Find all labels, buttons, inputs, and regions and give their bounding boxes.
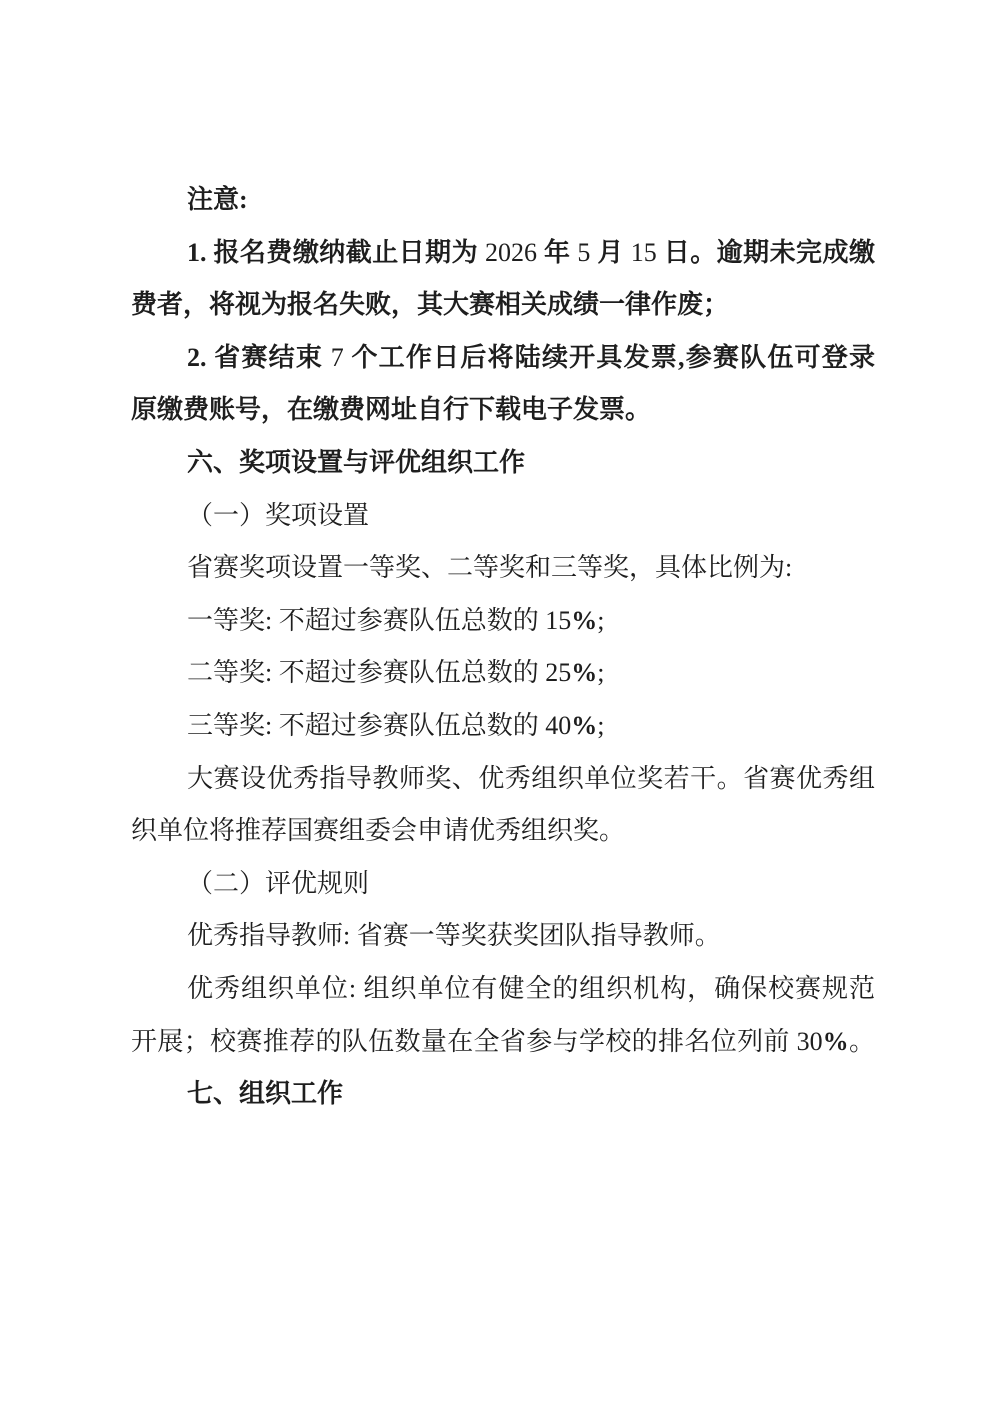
invoice-info-line-2: 原缴费账号，在缴费网址自行下载电子发票。 — [131, 395, 652, 425]
day-number: 15 — [630, 237, 657, 267]
text-segment: 个工作日后将陆续开具发票,参赛队伍可登录 — [343, 342, 875, 372]
text-segment: 二等奖: 不超过参赛队伍总数的 — [187, 658, 546, 688]
text-segment: ; — [597, 658, 605, 688]
text-segment: ; — [597, 605, 605, 635]
reg-fee-deadline-line-2: 费者，将视为报名失败，其大赛相关成绩一律作废； — [131, 290, 730, 320]
percent-sign: % — [822, 1026, 849, 1056]
ratio-number: 30 — [796, 1026, 823, 1056]
text-segment: 2. 省赛结束 — [187, 342, 331, 372]
text-segment: 。 — [848, 1026, 875, 1056]
invoice-info-line-1 — [131, 332, 875, 385]
percent-sign: % — [571, 605, 598, 635]
outstanding-org-rule-line-1: 优秀组织单位: 组织单位有健全的组织机构，确保校赛规范 — [187, 973, 875, 1003]
subsection-2-heading: （二）评优规则 — [187, 868, 370, 898]
award-ratio-intro: 省赛奖项设置一等奖、二等奖和三等奖，具体比例为: — [187, 553, 793, 583]
special-awards-line-2: 织单位将推荐国赛组委会申请优秀组织奖。 — [131, 816, 626, 846]
document-body — [131, 174, 875, 1121]
second-prize-ratio — [131, 647, 875, 700]
third-prize-ratio — [131, 700, 875, 753]
text-segment: ; — [597, 710, 605, 740]
month-number: 5 — [577, 237, 591, 267]
text-segment: 月 — [590, 237, 631, 267]
year-number: 2026 — [485, 237, 538, 267]
ratio-number: 25 — [545, 658, 572, 688]
text-segment: 1. 报名费缴纳截止日期为 — [187, 237, 486, 267]
reg-fee-deadline-line-1 — [131, 227, 875, 280]
ratio-number: 40 — [545, 710, 572, 740]
outstanding-teacher-rule: 优秀指导教师: 省赛一等奖获奖团队指导教师。 — [187, 921, 721, 951]
special-awards-line-1: 大赛设优秀指导教师奖、优秀组织单位奖若干。省赛优秀组 — [187, 763, 875, 793]
notice-label: 注意: — [187, 185, 248, 214]
text-segment: 一等奖: 不超过参赛队伍总数的 — [187, 605, 546, 635]
outstanding-org-rule-line-2 — [131, 1016, 875, 1069]
text-segment: 日。逾期未完成缴 — [656, 237, 875, 267]
text-segment: 开展；校赛推荐的队伍数量在全省参与学校的排名位列前 — [131, 1026, 797, 1056]
text-segment: 三等奖: 不超过参赛队伍总数的 — [187, 710, 546, 740]
subsection-1-heading: （一）奖项设置 — [187, 500, 370, 530]
text-segment: 年 — [537, 237, 578, 267]
section-7-heading: 七、组织工作 — [187, 1079, 344, 1109]
ratio-number: 15 — [545, 605, 572, 635]
first-prize-ratio — [131, 595, 875, 648]
percent-sign: % — [571, 658, 598, 688]
workdays-number: 7 — [330, 342, 344, 372]
section-6-heading: 六、奖项设置与评优组织工作 — [187, 447, 526, 477]
percent-sign: % — [571, 710, 598, 740]
